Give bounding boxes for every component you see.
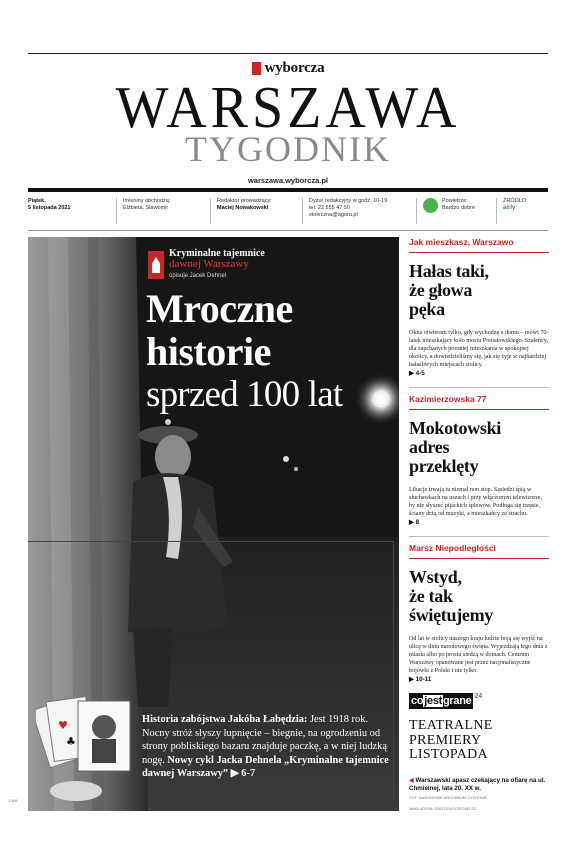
masthead-rule xyxy=(28,188,548,192)
svg-text:♣: ♣ xyxy=(66,735,76,748)
story-1[interactable] xyxy=(409,237,549,377)
info-bar xyxy=(28,198,548,224)
date-weekday: Piątek, xyxy=(28,198,46,204)
series-author: opisuje Jacek Dehnel xyxy=(169,273,227,279)
photo-caption xyxy=(409,777,549,793)
hero-caption-body: Jest 1918 rok. Nocny stróż słyszy łupnięcie – biegnie, na ogrodzeniu od strony pobliskiego bazaru znajduje paczkę, a w niej ludzką nogę. xyxy=(142,714,387,766)
nameday-value: Elżbieta, Sławomir xyxy=(123,205,169,211)
hero-title-line2: historie xyxy=(146,329,271,374)
story-1-title-line2: że głowa xyxy=(409,280,473,300)
cojestgrane-part3: grane xyxy=(443,695,472,707)
story-1-rule xyxy=(409,252,549,253)
date-full: 5 listopada 2021 xyxy=(28,205,71,211)
story-3-title-line3: świętujemy xyxy=(409,605,493,625)
cojestgrane-number: 24 xyxy=(474,693,483,700)
story-3-title-line1: Wstyd, xyxy=(409,567,462,587)
story-2-title-line3: przeklęty xyxy=(409,456,479,476)
masthead-title: WARSZAWA xyxy=(115,75,461,141)
story-1-section: Jak mieszkasz, Warszawo xyxy=(409,237,514,247)
series-title-line2: dawnej Warszawy xyxy=(169,258,249,270)
date-block xyxy=(28,198,116,224)
theatre-premieres-headline[interactable] xyxy=(409,719,549,763)
hero-caption xyxy=(142,713,392,781)
story-3-rule xyxy=(409,558,549,559)
nameday-label: Imieniny obchodzą: xyxy=(123,198,171,204)
cojestgrane-wordmark xyxy=(409,693,473,709)
hero-caption-link[interactable]: Nowy cykl Jacka Dehnela „Kryminalne tajemnice dawnej Warszawy” ▶ 6-7 xyxy=(142,754,389,779)
editor-label: Redaktor prowadzący: xyxy=(217,198,272,204)
story-2-section: Kazimierzowska 77 xyxy=(409,394,487,404)
theatre-line2: PREMIERY xyxy=(409,732,482,748)
story-1-title xyxy=(409,262,549,319)
masthead-subtitle: TYGODNIK xyxy=(185,129,391,169)
air-quality-icon xyxy=(423,198,438,213)
story-1-body: Okna otwieram tylko, gdy wychodzę z domu – mówi 70-latek mieszkający koło mostu Poniatowskiego. Szaleńcy, dla zapchanych poroniej mieszkania w spokojnej okolicy, a dowiedzieliśmy się, jak się żyje w najbardziej hałaśliwych miejscach stolicy. xyxy=(409,330,549,368)
story-2[interactable] xyxy=(409,394,549,526)
source-block xyxy=(496,198,536,224)
print-info: NAKŁAD/SIA: RADZISKO/ZEGAR SZ xyxy=(409,805,477,811)
duty-phone[interactable]: tel. 22 555 47 50 xyxy=(309,205,350,211)
editor-block xyxy=(210,198,302,224)
story-3-title-line2: że tak xyxy=(409,586,453,606)
story-3-title xyxy=(409,568,549,625)
story-3-page-ref[interactable]: ▶ 10-11 xyxy=(409,676,432,683)
duty-label: Dyżur redakcyjny w godz. 10-19 xyxy=(309,198,388,204)
page-mark: 1 WA xyxy=(8,798,18,803)
brand-logo[interactable] xyxy=(0,60,576,77)
story-2-rule xyxy=(409,409,549,410)
photo-credit: FOT. NARODOWE ARCHIWUM CYFROWE xyxy=(409,794,488,800)
story-1-title-line3: pęka xyxy=(409,299,445,319)
duty-email[interactable]: stoleczna@agora.pl xyxy=(309,212,358,218)
series-badge xyxy=(148,249,265,281)
story-2-title-line2: adres xyxy=(409,437,450,457)
series-title xyxy=(169,249,265,281)
brand-square-icon xyxy=(252,62,261,75)
caption-arrow-icon: ◀ xyxy=(409,776,414,784)
series-logo-icon xyxy=(148,251,164,279)
right-column xyxy=(409,237,549,811)
air-quality-block xyxy=(416,198,496,224)
story-1-page-ref[interactable]: ▶ 4-5 xyxy=(409,370,425,377)
nameday-block xyxy=(116,198,210,224)
site-url[interactable]: warszawa.wyborcza.pl xyxy=(247,176,329,185)
story-2-body: Libacje trwają tu niemal non stop. Sąsiedzi śpią w słuchawkach na uszach i przy włączonym telewizorze, by nie słyszeć pijackich śpiewów. Podłoga się trzęsie, ściany drżą od muzyki, a mieszkańcy ze strachu. xyxy=(409,487,543,517)
air-quality-value: Bardzo dobre xyxy=(442,205,476,211)
hero-title-line3: sprzed 100 lat xyxy=(146,374,343,415)
divider xyxy=(409,536,549,537)
story-2-title xyxy=(409,419,549,476)
theatre-line3: LISTOPADA xyxy=(409,747,488,762)
svg-text:♥: ♥ xyxy=(58,719,68,732)
story-3-body: Od lat w stolicy naszego kraju ludzie boją się wyjść na ulicę w dniu narodowego święta. Wyjeżdżają tego dnia z miasta albo po prostu siedzą w domach. Centrum Warszawy opanowane jest przez nacjonalistyczne bojówki z Polski i nie tylko. xyxy=(409,636,548,674)
hero-story[interactable] xyxy=(28,237,399,811)
info-rule xyxy=(28,230,548,231)
hero-caption-lead: Historia zabójstwa Jakóba Łabędzia: xyxy=(142,714,308,725)
cojestgrane-part1: co xyxy=(411,695,424,707)
divider xyxy=(409,387,549,388)
story-3[interactable] xyxy=(409,543,549,683)
brand-name: wyborcza xyxy=(264,60,325,76)
story-2-title-line1: Mokotowski xyxy=(409,418,502,438)
source-label: ŹRÓDŁO: xyxy=(503,198,528,204)
theatre-line1: TEATRALNE xyxy=(409,718,493,733)
playing-cards-image xyxy=(36,693,136,803)
story-1-title-line1: Hałas taki, xyxy=(409,261,489,281)
source-logo: airly xyxy=(503,205,516,211)
air-quality-label: Powietrze: xyxy=(442,198,468,204)
duty-block xyxy=(302,198,416,224)
series-title-line1: Kryminalne tajemnice xyxy=(169,248,265,259)
story-3-section: Marsz Niepodległości xyxy=(409,543,496,553)
story-2-page-ref[interactable]: ▶ 8 xyxy=(409,519,420,526)
editor-name: Maciej Nowakowski xyxy=(217,205,269,211)
cojestgrane-logo[interactable] xyxy=(409,693,549,709)
cojestgrane-part2: jest xyxy=(424,695,443,707)
photo-caption-text: Warszawski apasz czekający na ofiarę na ul. Chmielnej, lata 20. XX w. xyxy=(409,776,546,792)
top-rule xyxy=(28,53,548,54)
hero-title-line1: Mroczne xyxy=(146,286,293,331)
